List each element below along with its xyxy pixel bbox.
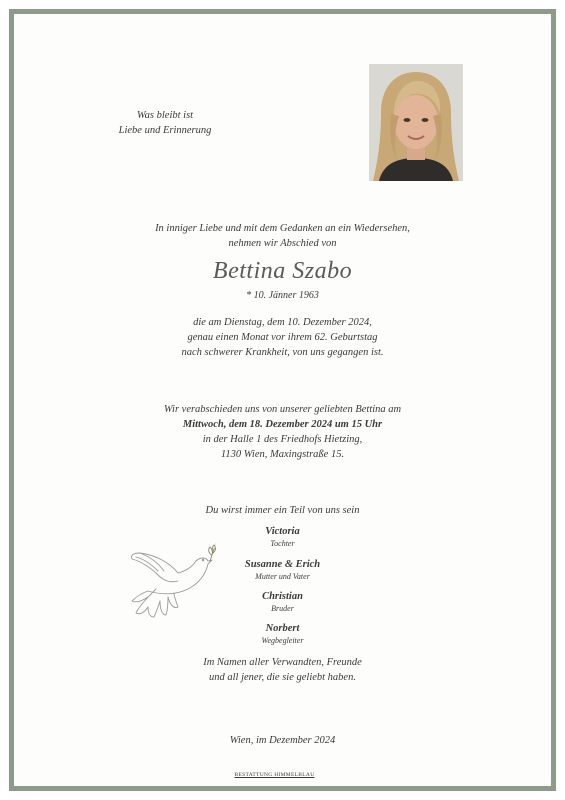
intro-line-2: nehmen wir Abschied von	[228, 238, 337, 249]
closing-sentence: Du wirst immer ein Teil von uns sein	[205, 505, 360, 516]
mourner-entry	[0, 558, 565, 590]
funeral-line-1: Wir verabschieden uns von unserer geliebten Bettina am	[163, 404, 402, 415]
mourner-name: Christian	[262, 591, 303, 602]
mourner-entry	[0, 622, 565, 654]
deceased-name: Bettina Szabo	[212, 258, 353, 284]
funeral-line-4: 1130 Wien, Maxingstraße 15.	[220, 449, 345, 460]
death-notice-line-1: die am Dienstag, dem 10. Dezember 2024,	[193, 317, 372, 328]
relatives-line-2: und all jener, die sie geliebt haben.	[209, 672, 356, 683]
death-notice	[0, 315, 565, 360]
mourner-entry	[0, 590, 565, 622]
relatives-line-1: Im Namen aller Verwandten, Freunde	[203, 657, 362, 668]
funeral-info	[0, 402, 565, 462]
mourner-relation: Bruder	[271, 604, 294, 613]
death-notice-line-3: nach schwerer Krankheit, von uns gegangen ist.	[181, 347, 384, 358]
mourner-relation: Tochter	[270, 539, 295, 548]
mourner-relation: Wegbegleiter	[261, 636, 304, 645]
memorial-quote	[105, 108, 225, 138]
funeral-line-3: in der Halle 1 des Friedhofs Hietzing,	[202, 434, 363, 445]
undertaker-name: BESTATTUNG HIMMELBLAU	[234, 772, 315, 778]
mourner-name: Norbert	[265, 623, 300, 634]
birth-date: * 10. Jänner 1963	[246, 290, 319, 301]
portrait-photo	[369, 64, 463, 181]
mourner-entry	[0, 525, 565, 558]
mourner-relation: Mutter und Vater	[255, 572, 310, 581]
dove-with-olive-branch-icon	[126, 543, 216, 621]
death-notice-line-2: genau einen Monat vor ihrem 62. Geburtstag	[187, 332, 378, 343]
quote-line-2: Liebe und Erinnerung	[118, 125, 212, 136]
intro-line-1: In inniger Liebe und mit dem Gedanken an ein Wiedersehen,	[155, 223, 410, 234]
funeral-date-time: Mittwoch, dem 18. Dezember 2024 um 15 Uhr	[182, 419, 383, 430]
mourners-list	[0, 525, 565, 654]
mourner-name: Victoria	[265, 526, 300, 537]
place-date: Wien, im Dezember 2024	[229, 735, 336, 746]
intro-text	[0, 221, 565, 251]
mourner-name: Susanne & Erich	[244, 559, 321, 570]
relatives-text	[0, 655, 565, 685]
quote-line-1: Was bleibt ist	[136, 110, 194, 121]
